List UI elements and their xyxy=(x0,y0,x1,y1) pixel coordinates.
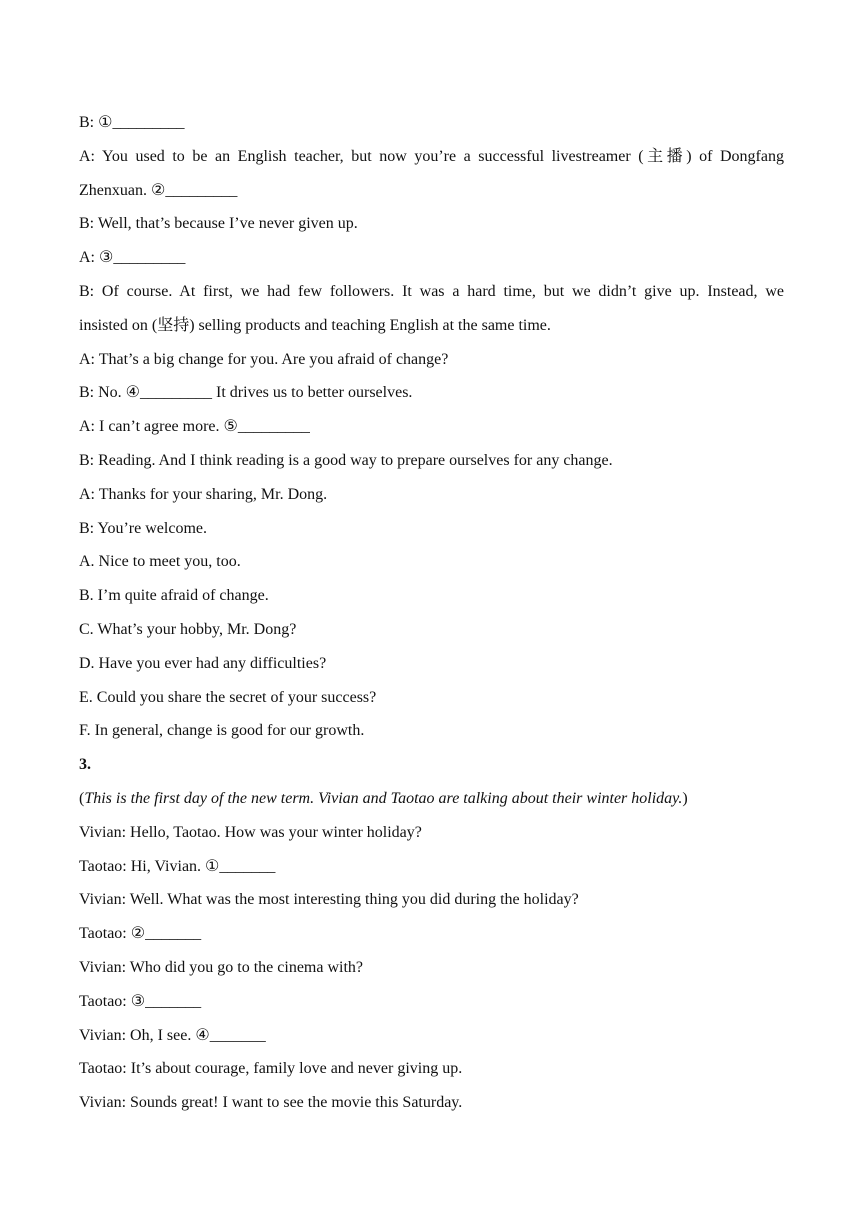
dialogue-line: A: That’s a big change for you. Are you afraid of change? xyxy=(79,350,449,368)
dialogue-line: Vivian: Hello, Taotao. How was your winter holiday? xyxy=(79,823,422,841)
answer-option: E. Could you share the secret of your success? xyxy=(79,688,377,706)
dialogue-line: A: I can’t agree more. ⑤_________ xyxy=(79,418,310,436)
dialogue-line: A: Thanks for your sharing, Mr. Dong. xyxy=(79,485,328,503)
dialogue-line: Taotao: ②_______ xyxy=(79,925,202,943)
dialogue-line: B: You’re welcome. xyxy=(79,519,207,537)
question-intro xyxy=(79,782,784,816)
intro-italic-text: This is the first day of the new term. Vivian and Taotao are talking about their winter holiday. xyxy=(84,789,683,807)
dialogue-line: Vivian: Well. What was the most interesting thing you did during the holiday? xyxy=(79,891,579,909)
question-number: 3. xyxy=(79,756,91,774)
dialogue-line: Vivian: Oh, I see. ④_______ xyxy=(79,1026,266,1044)
answer-option: F. In general, change is good for our growth. xyxy=(79,722,365,740)
dialogue-line: B: Well, that’s because I’ve never given up. xyxy=(79,215,358,233)
intro-open-paren: ( xyxy=(79,789,85,807)
dialogue-line: insisted on (坚持) selling products and teaching English at the same time. xyxy=(79,316,551,334)
answer-option: A. Nice to meet you, too. xyxy=(79,553,241,571)
dialogue-line: Taotao: It’s about courage, family love and never giving up. xyxy=(79,1060,463,1078)
answer-option: B. I’m quite afraid of change. xyxy=(79,587,269,605)
intro-close-paren: ) xyxy=(682,789,688,807)
dialogue-line: B: ①_________ xyxy=(79,114,185,131)
dialogue-line: A: You used to be an English teacher, but now you’re a successful livestreamer (主播) of Dongfang xyxy=(79,147,784,165)
dialogue-line: Vivian: Sounds great! I want to see the movie this Saturday. xyxy=(79,1094,463,1112)
document-content xyxy=(79,106,784,1120)
dialogue-line: B: Of course. At first, we had few followers. It was a hard time, but we didn’t give up. Instead, we xyxy=(79,282,784,300)
dialogue-line: Taotao: Hi, Vivian. ①_______ xyxy=(79,857,276,875)
dialogue-line: B: No. ④_________ It drives us to better ourselves. xyxy=(79,384,413,402)
answer-option: C. What’s your hobby, Mr. Dong? xyxy=(79,620,297,638)
dialogue-line: Vivian: Who did you go to the cinema with? xyxy=(79,958,364,976)
answer-option: D. Have you ever had any difficulties? xyxy=(79,654,327,672)
dialogue-line: Taotao: ③_______ xyxy=(79,992,202,1010)
dialogue-line: B: Reading. And I think reading is a good way to prepare ourselves for any change. xyxy=(79,451,613,469)
dialogue-line: Zhenxuan. ②_________ xyxy=(79,181,238,199)
dialogue-line: A: ③_________ xyxy=(79,249,186,267)
